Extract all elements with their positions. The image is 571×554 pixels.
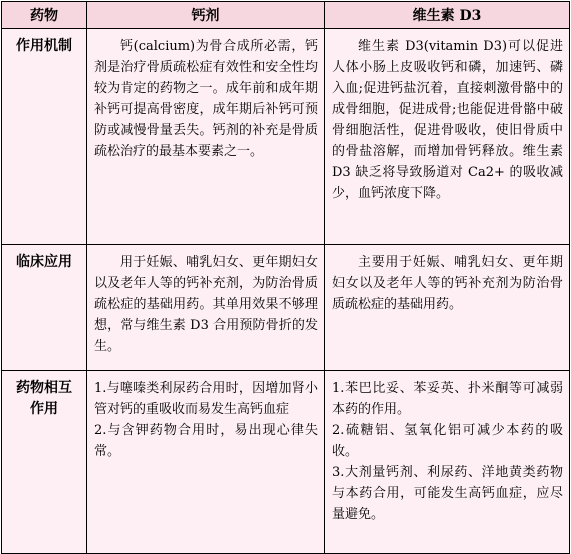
cell-calcium-interactions	[87, 371, 325, 554]
cell-d3-mechanism: 维生素 D3(vitamin D3)可以促进人体小肠上皮吸收钙和磷，加速钙、磷入血;促进钙盐沉着，直接刺激骨骼中的成骨细胞，促进成骨;也能促进骨骼中破骨细胞活性，促进骨吸收，使旧骨质中的骨盐溶解，而增加骨钙释放。维生素 D3 缺乏将导致肠道对 Ca2+ 的吸收减少，血钙浓度下降。	[325, 29, 570, 245]
header-calcium: 钙剂	[87, 2, 325, 29]
table-row	[2, 245, 570, 371]
row-label-clinical-use: 临床应用	[2, 245, 87, 371]
drug-comparison-table	[1, 1, 570, 554]
header-vitamin-d3: 维生素 D3	[325, 2, 570, 29]
row-label-interactions: 药物相互作用	[2, 371, 87, 554]
cell-calcium-clinical-use: 用于妊娠、哺乳妇女、更年期妇女以及老年人等的钙补充剂，为防治骨质疏松症的基础用药。其单用效果不够理想，常与维生素 D3 合用预防骨折的发生。	[87, 245, 325, 371]
row-label-mechanism: 作用机制	[2, 29, 87, 245]
list-item: 3.大剂量钙剂、利尿药、洋地黄类药物与本药合用，可能发生高钙血症，应尽量避免。	[332, 465, 563, 522]
header-row	[2, 2, 570, 29]
list-item: 2.硫糖铝、氢氧化铝可减少本药的吸收。	[332, 423, 563, 459]
list-item: 1.苯巴比妥、苯妥英、扑米酮等可减弱本药的作用。	[332, 381, 563, 417]
list-item: 1.与噻嗪类利尿药合用时，因增加肾小管对钙的重吸收而易发生高钙血症	[94, 381, 318, 417]
list-item: 2.与含钾药物合用时，易出现心律失常。	[94, 423, 318, 459]
cell-d3-clinical-use: 主要用于妊娠、哺乳妇女、更年期妇女以及老年人等的钙补充剂为防治骨质疏松症的基础用药。	[325, 245, 570, 371]
cell-d3-interactions	[325, 371, 570, 554]
cell-calcium-mechanism: 钙(calcium)为骨合成所必需，钙剂是治疗骨质疏松症有效性和安全性均较为肯定的药物之一。成年前和成年期补钙可提高骨密度，成年期后补钙可预防或减慢骨量丢失。钙剂的补充是骨质疏松治疗的最基本要素之一。	[87, 29, 325, 245]
header-drug: 药物	[2, 2, 87, 29]
table-row	[2, 29, 570, 245]
table-row	[2, 371, 570, 554]
